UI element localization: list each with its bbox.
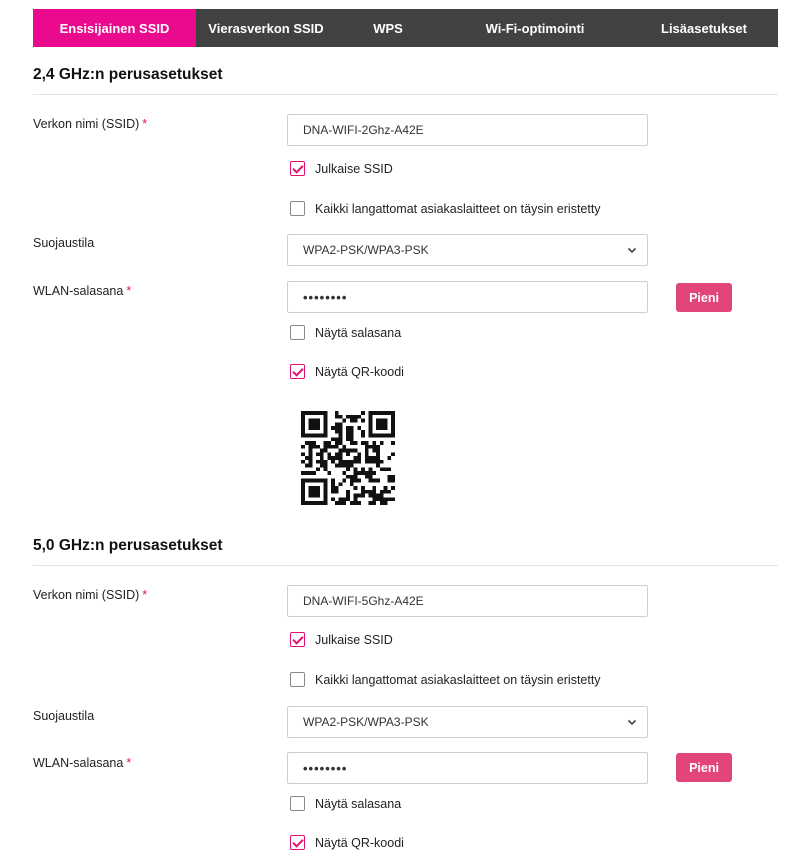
section-title-24ghz: 2,4 GHz:n perusasetukset [33, 66, 223, 83]
security-mode-select-24[interactable] [287, 234, 648, 266]
divider [33, 565, 778, 566]
tab-wifi-optimization[interactable]: Wi-Fi-optimointi [485, 20, 585, 36]
show-password-label-24: Näytä salasana [315, 325, 402, 340]
isolate-clients-checkbox-24[interactable] [290, 201, 601, 216]
required-mark: * [126, 756, 132, 770]
password-label-24: WLAN-salasana * [33, 284, 132, 298]
publish-ssid-checkbox-24[interactable] [290, 161, 393, 176]
show-qr-label-50: Näytä QR-koodi [315, 835, 404, 850]
show-password-checkbox-50[interactable] [290, 796, 401, 811]
ssid-input-24[interactable]: DNA-WIFI-2Ghz-A42E [287, 114, 648, 146]
required-mark: * [142, 588, 148, 602]
tab-primary-ssid[interactable]: Ensisijainen SSID [33, 9, 196, 47]
ssid-input-50[interactable]: DNA-WIFI-5Ghz-A42E [287, 585, 648, 617]
checkbox-unchecked-icon[interactable] [290, 796, 305, 811]
password-strength-button-50[interactable]: Pieni [676, 753, 732, 782]
chevron-down-icon [627, 717, 637, 727]
show-qr-label-24: Näytä QR-koodi [315, 364, 404, 379]
checkbox-checked-icon[interactable] [290, 161, 305, 176]
password-label-50: WLAN-salasana * [33, 756, 132, 770]
chevron-down-icon [627, 245, 637, 255]
required-mark: * [126, 284, 132, 298]
checkbox-checked-icon[interactable] [290, 364, 305, 379]
security-mode-value-24: WPA2-PSK/WPA3-PSK [303, 243, 429, 257]
tab-advanced-settings[interactable]: Lisäasetukset [661, 20, 747, 36]
isolate-clients-checkbox-50[interactable] [290, 672, 601, 687]
isolate-clients-label-50: Kaikki langattomat asiakaslaitteet on täysin eristetty [315, 672, 601, 687]
ssid-label-50: Verkon nimi (SSID) * [33, 588, 148, 602]
password-input-24[interactable]: •••••••• [287, 281, 648, 313]
qr-code-image [301, 411, 395, 505]
security-mode-select-50[interactable] [287, 706, 648, 738]
checkbox-checked-icon[interactable] [290, 835, 305, 850]
publish-ssid-label-50: Julkaise SSID [315, 632, 393, 647]
password-strength-button-24[interactable]: Pieni [676, 283, 732, 312]
checkbox-unchecked-icon[interactable] [290, 325, 305, 340]
divider [33, 94, 778, 95]
security-mode-value-50: WPA2-PSK/WPA3-PSK [303, 715, 429, 729]
checkbox-unchecked-icon[interactable] [290, 672, 305, 687]
tab-bar [33, 9, 778, 47]
security-mode-label-24: Suojaustila [33, 236, 95, 250]
show-qr-checkbox-50[interactable] [290, 835, 404, 850]
ssid-label-24: Verkon nimi (SSID) * [33, 117, 148, 131]
password-input-50[interactable]: •••••••• [287, 752, 648, 784]
show-password-checkbox-24[interactable] [290, 325, 401, 340]
section-title-5ghz: 5,0 GHz:n perusasetukset [33, 537, 223, 554]
security-mode-label-50: Suojaustila [33, 709, 95, 723]
show-password-label-50: Näytä salasana [315, 796, 402, 811]
required-mark: * [142, 117, 148, 131]
checkbox-unchecked-icon[interactable] [290, 201, 305, 216]
publish-ssid-label-24: Julkaise SSID [315, 161, 393, 176]
tab-guest-ssid[interactable]: Vierasverkon SSID [208, 20, 324, 36]
show-qr-checkbox-24[interactable] [290, 364, 404, 379]
tab-wps[interactable]: WPS [373, 20, 403, 36]
publish-ssid-checkbox-50[interactable] [290, 632, 393, 647]
checkbox-checked-icon[interactable] [290, 632, 305, 647]
isolate-clients-label-24: Kaikki langattomat asiakaslaitteet on täysin eristetty [315, 201, 601, 216]
